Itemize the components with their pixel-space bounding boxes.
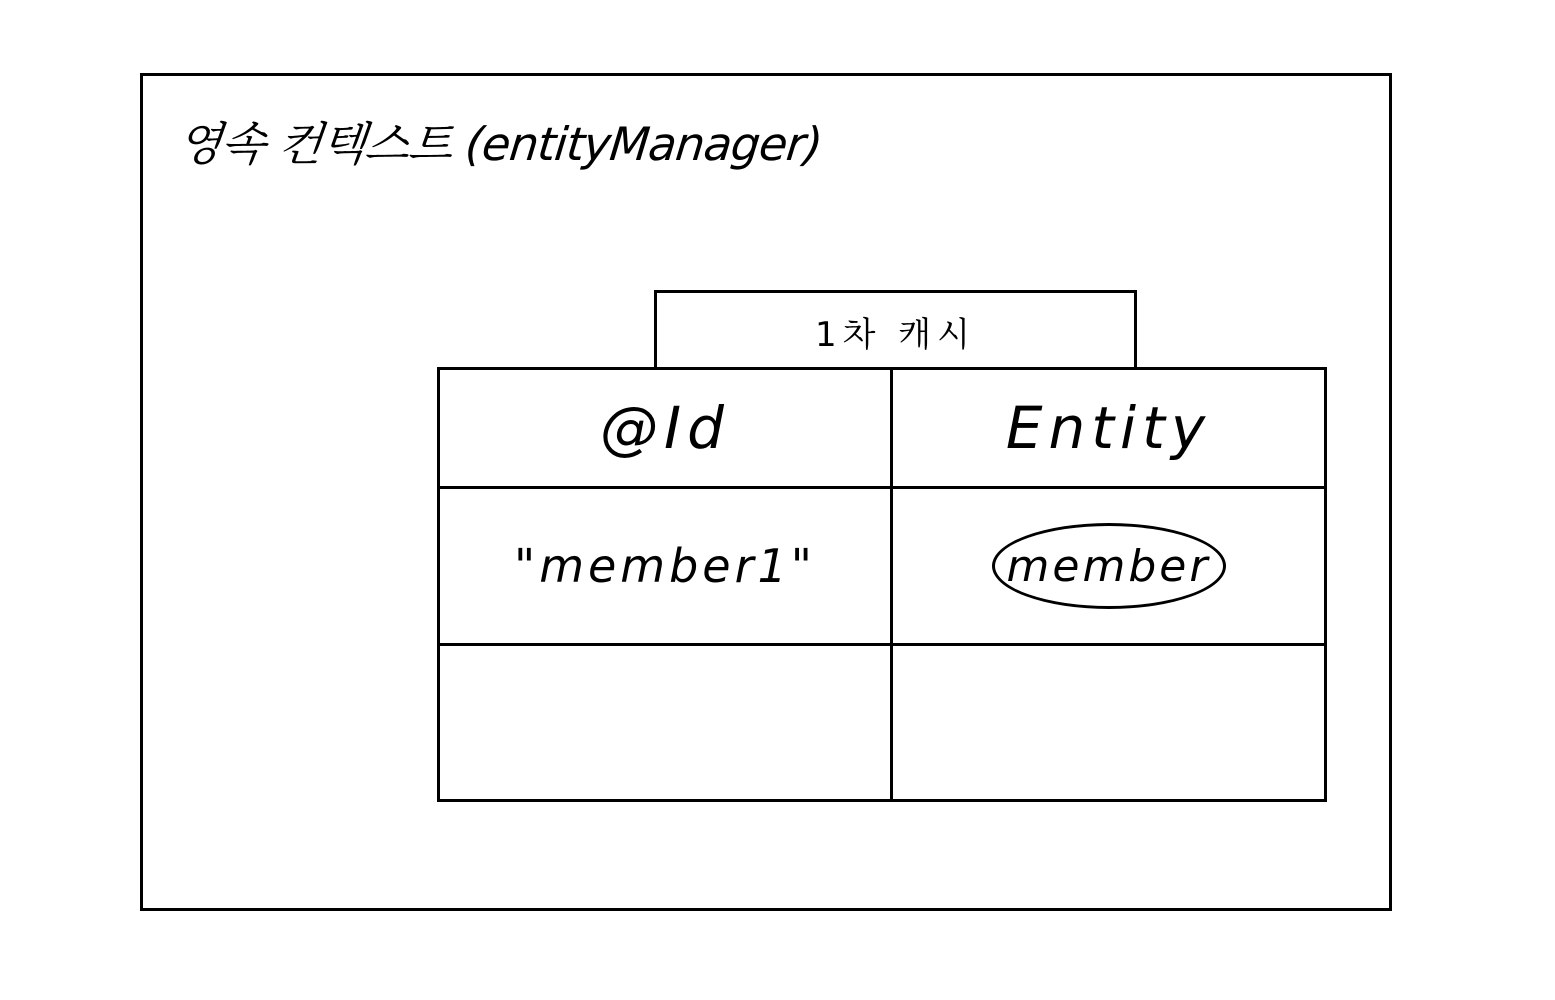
table-row-2-id (440, 646, 890, 799)
first-level-cache-title: 1차 캐시 (815, 315, 976, 355)
persistence-context-title: 영속 컨텍스트 (entityManager) (174, 117, 825, 171)
column-header-id (440, 370, 890, 486)
entity-value: member (1006, 540, 1211, 592)
table-row-1-id (440, 489, 890, 643)
entity-object-oval (992, 523, 1226, 609)
column-header-entity (893, 370, 1324, 486)
table-row-1-entity (893, 489, 1324, 643)
table-row-2-entity (893, 646, 1324, 799)
column-header-entity-label: Entity (1005, 394, 1212, 462)
column-header-id-label: @Id (600, 394, 730, 462)
first-level-cache-tab (654, 290, 1137, 370)
id-value: "member1" (514, 539, 816, 593)
first-level-cache-table (437, 367, 1327, 802)
